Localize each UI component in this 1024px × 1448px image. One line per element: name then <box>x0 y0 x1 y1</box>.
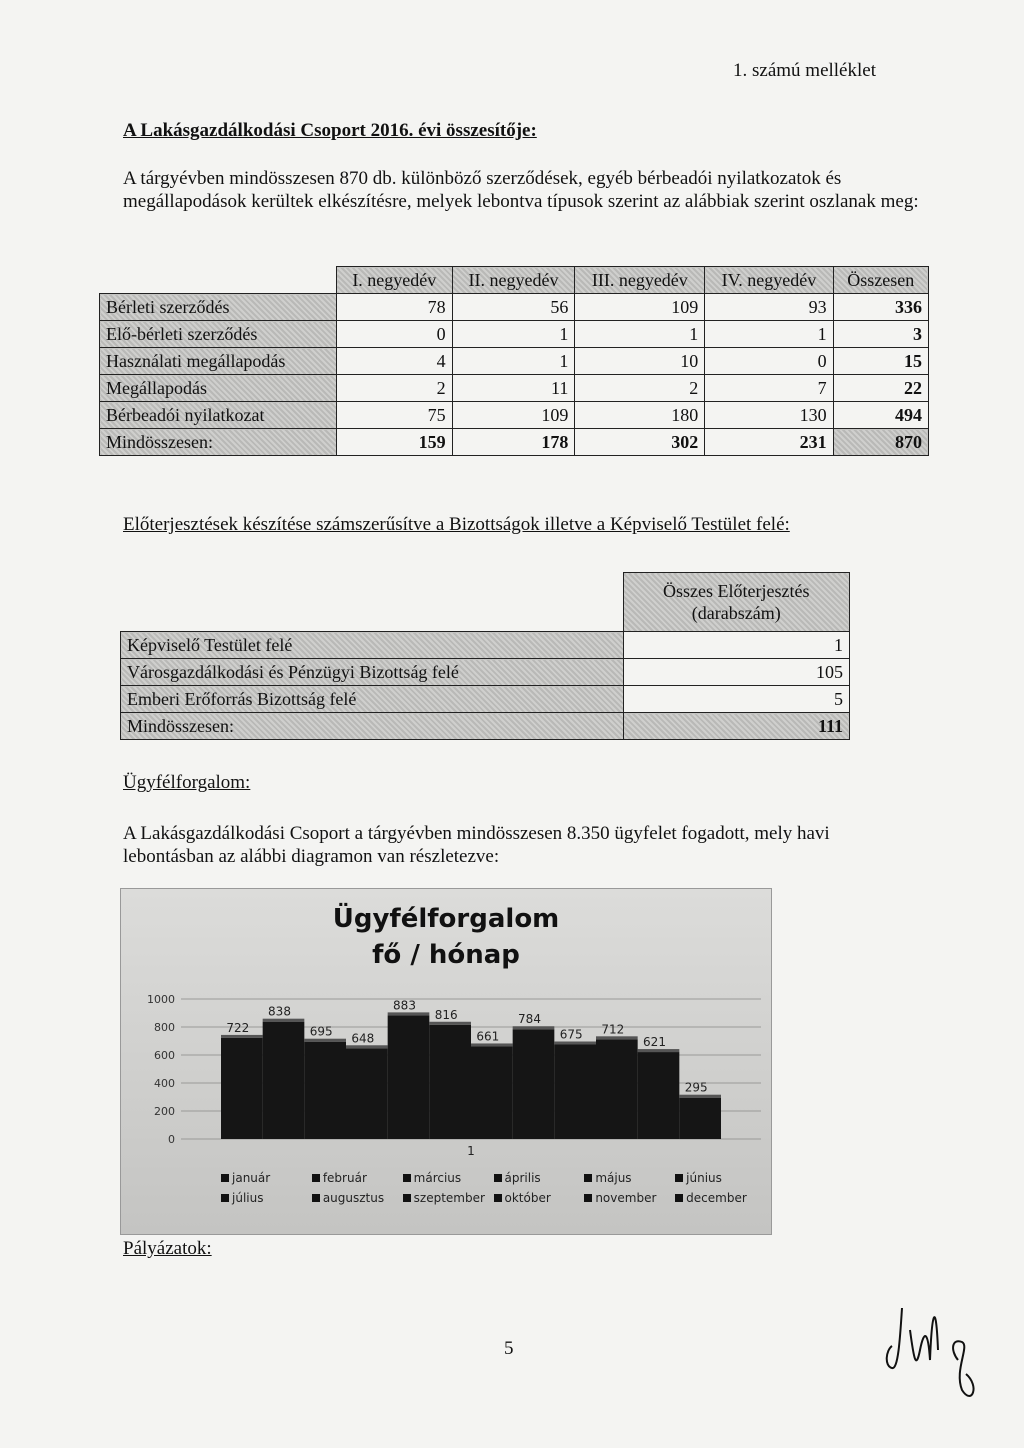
table-row-total <box>121 713 850 740</box>
table-cell: 1 <box>452 348 575 375</box>
proposals-heading: Előterjesztések készítése számszerűsítve a Bizottságok illetve a Képviselő Testület felé: <box>123 514 790 535</box>
legend-label: március <box>413 1171 462 1185</box>
col-header: I. negyedév <box>337 267 453 294</box>
table-cell: 4 <box>337 348 453 375</box>
row-label: Emberi Erőforrás Bizottság felé <box>121 686 624 713</box>
y-tick-label: 800 <box>154 1021 175 1034</box>
table-cell: 93 <box>705 294 833 321</box>
chart-legend <box>221 1171 766 1205</box>
table-cell: 231 <box>705 429 833 456</box>
bar-top-november <box>638 1049 680 1052</box>
legend-label: november <box>595 1191 657 1205</box>
bar-top-október <box>596 1036 638 1039</box>
data-label: 675 <box>559 1027 583 1042</box>
proposals-header-row <box>121 573 850 632</box>
col-header: II. negyedév <box>452 267 575 294</box>
table-row <box>121 632 850 659</box>
table-cell: 1 <box>623 632 850 659</box>
legend-swatch <box>403 1194 411 1202</box>
bar-március <box>304 1042 346 1139</box>
legend-item <box>312 1191 403 1205</box>
legend-item <box>221 1171 312 1185</box>
table-row <box>100 294 929 321</box>
y-tick-label: 400 <box>154 1077 175 1090</box>
data-label: 295 <box>684 1080 708 1095</box>
col-header: IV. negyedév <box>705 267 833 294</box>
legend-item <box>675 1171 766 1185</box>
table-cell: 109 <box>452 402 575 429</box>
table-cell-grand-total: 870 <box>833 429 928 456</box>
table-cell: 1 <box>452 321 575 348</box>
bar-top-augusztus <box>513 1026 555 1029</box>
legend-label: október <box>504 1191 551 1205</box>
contracts-header-row <box>100 267 929 294</box>
legend-swatch <box>675 1194 683 1202</box>
legend-item <box>675 1191 766 1205</box>
table-row <box>100 375 929 402</box>
bar-július <box>471 1046 513 1139</box>
bar-június <box>429 1025 471 1139</box>
bar-október <box>596 1039 638 1139</box>
data-label: 661 <box>476 1029 500 1044</box>
legend-item <box>584 1191 675 1205</box>
data-label: 883 <box>393 998 416 1013</box>
clients-paragraph: A Lakásgazdálkodási Csoport a tárgyévben mindösszesen 8.350 ügyfelet fogadott, mely havi lebontásban az alábbi diagramon van részletezve: <box>123 823 830 867</box>
bar-december <box>679 1098 721 1139</box>
row-label: Mindösszesen: <box>121 713 624 740</box>
bar-február <box>263 1022 305 1139</box>
chart-container <box>120 888 772 1235</box>
table-row <box>121 659 850 686</box>
table-cell: 109 <box>575 294 705 321</box>
table-cell: 11 <box>452 375 575 402</box>
table-cell: 159 <box>337 429 453 456</box>
legend-label: augusztus <box>322 1191 385 1205</box>
table-cell: 178 <box>452 429 575 456</box>
table-cell-total: 3 <box>833 321 928 348</box>
bar-top-december <box>679 1095 721 1098</box>
legend-swatch <box>403 1174 411 1182</box>
table-cell-grand-total: 111 <box>623 713 850 740</box>
y-tick-label: 0 <box>168 1133 175 1146</box>
bar-top-január <box>221 1035 263 1038</box>
row-label: Használati megállapodás <box>100 348 337 375</box>
applications-heading: Pályázatok: <box>123 1238 212 1259</box>
intro-paragraph: A tárgyévben mindösszesen 870 db. különböző szerződések, egyéb bérbeadói nyilatkozatok és megállapodások kerültek elkészítésre, melyek lebontva típusok szerint az alábbiak szerint oszlanak meg: <box>123 168 919 212</box>
bar-január <box>221 1038 263 1139</box>
table-cell: 78 <box>337 294 453 321</box>
legend-swatch <box>221 1174 229 1182</box>
table-cell: 302 <box>575 429 705 456</box>
table-row <box>100 402 929 429</box>
bar-top-július <box>471 1043 513 1046</box>
col-header: III. negyedév <box>575 267 705 294</box>
legend-item <box>494 1191 585 1205</box>
table-cell: 56 <box>452 294 575 321</box>
table-row <box>100 321 929 348</box>
row-label: Városgazdálkodási és Pénzügyi Bizottság felé <box>121 659 624 686</box>
legend-item <box>312 1171 403 1185</box>
data-label: 784 <box>518 1012 541 1027</box>
legend-swatch <box>584 1194 592 1202</box>
bar-szeptember <box>554 1045 596 1140</box>
y-tick-label: 200 <box>154 1105 175 1118</box>
legend-label: január <box>232 1171 271 1185</box>
legend-swatch <box>494 1194 502 1202</box>
table-cell: 75 <box>337 402 453 429</box>
page-number: 5 <box>504 1338 514 1359</box>
clients-heading: Ügyfélforgalom: <box>123 772 251 793</box>
data-label: 695 <box>309 1024 333 1039</box>
bar-top-június <box>429 1022 471 1025</box>
chart-title-line1: Ügyfélforgalom <box>332 904 560 934</box>
data-label: 648 <box>351 1031 375 1046</box>
legend-item <box>403 1171 494 1185</box>
bar-top-április <box>346 1045 388 1048</box>
bar-november <box>638 1052 680 1139</box>
table-cell: 10 <box>575 348 705 375</box>
row-label: Bérleti szerződés <box>100 294 337 321</box>
table-cell: 2 <box>337 375 453 402</box>
table-cell-total: 22 <box>833 375 928 402</box>
legend-label: május <box>595 1171 632 1185</box>
data-label: 712 <box>601 1022 625 1037</box>
legend-label: december <box>686 1191 747 1205</box>
chart-title-line2: fő / hónap <box>372 940 520 970</box>
legend-label: február <box>322 1171 367 1185</box>
data-label: 838 <box>268 1004 291 1019</box>
data-label: 621 <box>643 1035 666 1050</box>
bar-április <box>346 1048 388 1139</box>
y-tick-label: 600 <box>154 1049 175 1062</box>
table-cell: 180 <box>575 402 705 429</box>
row-label: Bérbeadói nyilatkozat <box>100 402 337 429</box>
table-cell-total: 15 <box>833 348 928 375</box>
table-cell: 5 <box>623 686 850 713</box>
annex-label: 1. számú melléklet <box>733 60 876 81</box>
x-tick-label: 1 <box>467 1144 475 1158</box>
legend-swatch <box>675 1174 683 1182</box>
legend-swatch <box>312 1194 320 1202</box>
row-label: Mindösszesen: <box>100 429 337 456</box>
legend-item <box>221 1191 312 1205</box>
table-cell: 0 <box>337 321 453 348</box>
bar-top-február <box>263 1019 305 1022</box>
bar-augusztus <box>513 1029 555 1139</box>
row-label: Elő-bérleti szerződés <box>100 321 337 348</box>
table-row <box>121 686 850 713</box>
data-label: 722 <box>226 1020 250 1035</box>
y-tick-label: 1000 <box>147 993 175 1006</box>
bar-top-szeptember <box>554 1042 596 1045</box>
legend-swatch <box>312 1174 320 1182</box>
legend-item <box>494 1171 585 1185</box>
bar-top-március <box>304 1039 346 1042</box>
table-cell: 105 <box>623 659 850 686</box>
legend-label: július <box>232 1191 264 1205</box>
legend-swatch <box>221 1194 229 1202</box>
table-cell: 0 <box>705 348 833 375</box>
legend-swatch <box>584 1174 592 1182</box>
legend-label: június <box>686 1171 722 1185</box>
bar-top-május <box>388 1012 430 1015</box>
col-header: Összesen <box>833 267 928 294</box>
chart-plot <box>121 889 771 1169</box>
col-header: Összes Előterjesztés (darabszám) <box>623 573 850 632</box>
legend-label: április <box>504 1171 541 1185</box>
row-label: Képviselő Testület felé <box>121 632 624 659</box>
proposals-table <box>120 572 850 740</box>
table-cell: 1 <box>705 321 833 348</box>
row-label: Megállapodás <box>100 375 337 402</box>
page-title: A Lakásgazdálkodási Csoport 2016. évi összesítője: <box>123 120 537 141</box>
table-row <box>100 348 929 375</box>
table-cell: 1 <box>575 321 705 348</box>
bar-május <box>388 1015 430 1139</box>
data-label: 816 <box>434 1007 458 1022</box>
legend-label: szeptember <box>413 1191 485 1205</box>
table-cell: 7 <box>705 375 833 402</box>
handwritten-signature <box>880 1290 990 1410</box>
table-cell-total: 336 <box>833 294 928 321</box>
contracts-table <box>99 266 929 456</box>
table-cell: 130 <box>705 402 833 429</box>
table-cell-total: 494 <box>833 402 928 429</box>
legend-item <box>584 1171 675 1185</box>
legend-swatch <box>494 1174 502 1182</box>
legend-item <box>403 1191 494 1205</box>
table-row-total <box>100 429 929 456</box>
table-cell: 2 <box>575 375 705 402</box>
